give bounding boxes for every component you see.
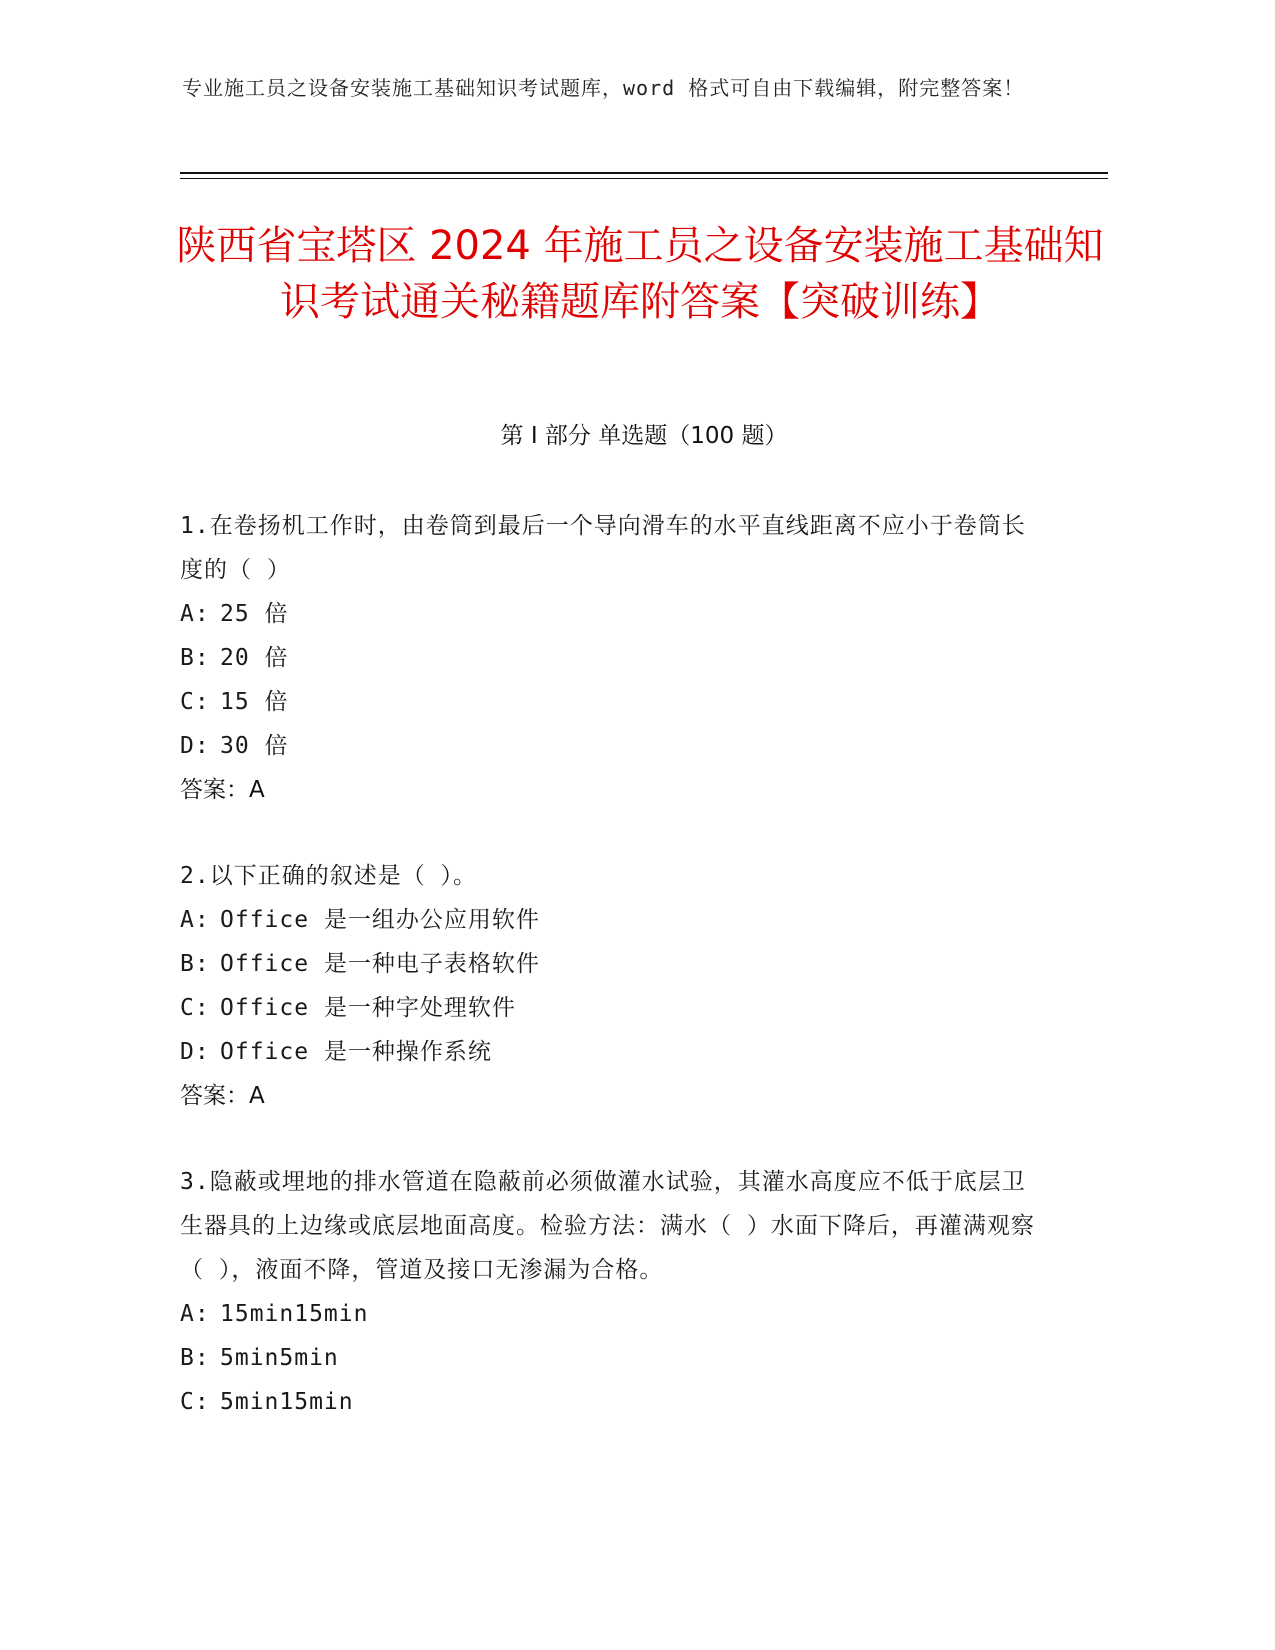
option-text: 20 倍 [220, 645, 289, 671]
question-stem: 3.隐蔽或埋地的排水管道在隐蔽前必须做灌水试验，其灌水高度应不低于底层卫生器具的上边缘或底层地面高度。检验方法：满水（ ）水面下降后，再灌满观察（ ），液面不降，管道及接口无渗漏为合格。 [180, 1169, 1035, 1283]
option-a [180, 592, 1040, 636]
question-list [180, 504, 1040, 1466]
option-letter: C: [180, 1389, 210, 1415]
question-stem: 1.在卷扬机工作时，由卷筒到最后一个导向滑车的水平直线距离不应小于卷筒长度的（ ） [180, 513, 1026, 583]
option-letter: D: [180, 1039, 210, 1065]
option-b [180, 1336, 1040, 1380]
question-stem: 2.以下正确的叙述是（ ）。 [180, 863, 478, 889]
option-b [180, 636, 1040, 680]
option-text: 25 倍 [220, 601, 289, 627]
option-text: 15min15min [220, 1301, 369, 1327]
option-d [180, 1030, 1040, 1074]
header-divider-thick [180, 172, 1108, 174]
option-text: 30 倍 [220, 733, 289, 759]
section-title: 第 I 部分 单选题（100 题） [500, 423, 788, 449]
option-letter: B: [180, 951, 210, 977]
question-1 [180, 504, 1040, 812]
option-c [180, 986, 1040, 1030]
option-letter: C: [180, 995, 210, 1021]
option-text: 5min5min [220, 1345, 339, 1371]
option-b [180, 942, 1040, 986]
option-letter: A: [180, 907, 210, 933]
option-text: Office 是一组办公应用软件 [220, 907, 540, 933]
option-letter: B: [180, 1345, 210, 1371]
header-divider-thin [180, 178, 1108, 179]
option-letter: D: [180, 733, 210, 759]
question-3 [180, 1160, 1040, 1424]
header-note: 专业施工员之设备安装施工基础知识考试题库，word 格式可自由下载编辑，附完整答案！ [182, 76, 1025, 100]
option-letter: B: [180, 645, 210, 671]
option-text: Office 是一种字处理软件 [220, 995, 516, 1021]
answer-line: 答案：A [180, 1083, 265, 1109]
option-d [180, 724, 1040, 768]
option-letter: C: [180, 689, 210, 715]
option-a [180, 1292, 1040, 1336]
option-text: Office 是一种电子表格软件 [220, 951, 540, 977]
option-text: 5min15min [220, 1389, 354, 1415]
answer-line: 答案：A [180, 777, 265, 803]
option-letter: A: [180, 601, 210, 627]
question-2 [180, 854, 1040, 1118]
option-a [180, 898, 1040, 942]
option-letter: A: [180, 1301, 210, 1327]
option-c [180, 1380, 1040, 1424]
option-text: 15 倍 [220, 689, 289, 715]
option-text: Office 是一种操作系统 [220, 1039, 492, 1065]
option-c [180, 680, 1040, 724]
document-title: 陕西省宝塔区 2024 年施工员之设备安装施工基础知识考试通关秘籍题库附答案【突破训练】 [176, 223, 1104, 325]
